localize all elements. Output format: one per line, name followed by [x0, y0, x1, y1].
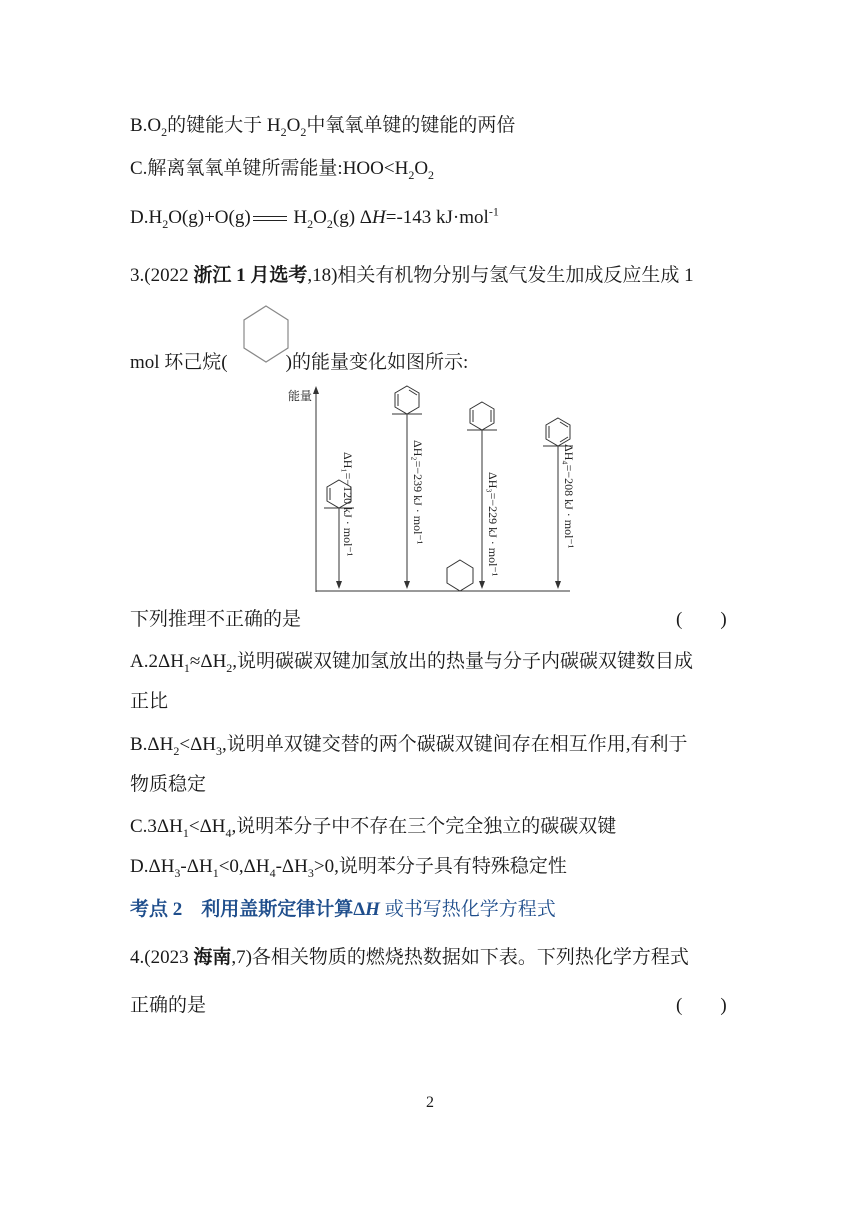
equals-sign: [253, 215, 287, 223]
cyclohexadiene-icon: [392, 386, 422, 414]
benzene-icon: [543, 418, 573, 446]
q3-option-a-line1: $A.2\Delta H_1\approx\Delta H_2$,说明碳碳双键加氢放出的热量与分子内碳碳双键数目成: [130, 651, 694, 675]
q3-answer-paren: ( ): [676, 609, 727, 630]
option-d: $D.H_2O(g)+O(g)$ $H_2O_2(g)$ ΔH=-143 kJ·mol$^{-1}$: [130, 204, 499, 231]
q3-option-a-line2: 正比: [130, 691, 169, 712]
dh2-label: ΔH₂=−239 kJ · mol⁻¹: [411, 440, 425, 545]
cyclohexadiene-14-icon: [467, 402, 497, 430]
dh4-label: ΔH₄=−208 kJ · mol⁻¹: [562, 444, 576, 549]
diagram-ylabel: 能量: [288, 389, 313, 403]
q3-option-c: $C.3\Delta H_1<\Delta H_4$,说明苯分子中不存在三个完全独立的碳碳双键: [130, 816, 617, 840]
q3-option-b-line2: 物质稳定: [130, 774, 207, 795]
energy-diagram: [282, 380, 582, 600]
dh1-label: ΔH₁=−120 kJ · mol⁻¹: [341, 452, 355, 557]
q4-line2: 正确的是: [130, 995, 207, 1016]
option-c: C.解离氧氧单键所需能量$:HOO<H_2O_2$: [130, 158, 435, 182]
q4-answer-paren: ( ): [676, 995, 727, 1016]
section-heading: 考点 2 利用盖斯定律计算ΔH 或书写热化学方程式: [130, 899, 556, 920]
q3-stem: 下列推理不正确的是: [130, 609, 302, 630]
page-number: 2: [426, 1094, 434, 1111]
q3-option-d: $D.\Delta H_3-\Delta H_1<0,\Delta H_4-\Delta H_3>0$,说明苯分子具有特殊稳定性: [130, 856, 567, 880]
q3-line2: mol 环己烷( )的能量变化如图所示:: [130, 352, 469, 373]
dh3-label: ΔH₃=−229 kJ · mol⁻¹: [486, 472, 500, 577]
q3-option-b-line1: $B.\Delta H_2<\Delta H_3$,说明单双键交替的两个碳碳双键间存在相互作用,有利于: [130, 734, 688, 758]
cyclohexane-icon: [238, 300, 294, 372]
q3-line1: 3.(2022 浙江 1 月选考,18)相关有机物分别与氢气发生加成反应生成 1: [130, 265, 694, 286]
q4-line1: 4.(2023 海南,7)各相关物质的燃烧热数据如下表。下列热化学方程式: [130, 947, 689, 968]
option-b: $B.O_2$的键能大于 $H_2O_2$中氧氧单键的键能的两倍: [130, 115, 516, 139]
cyclohexane-product-icon: [447, 560, 473, 591]
